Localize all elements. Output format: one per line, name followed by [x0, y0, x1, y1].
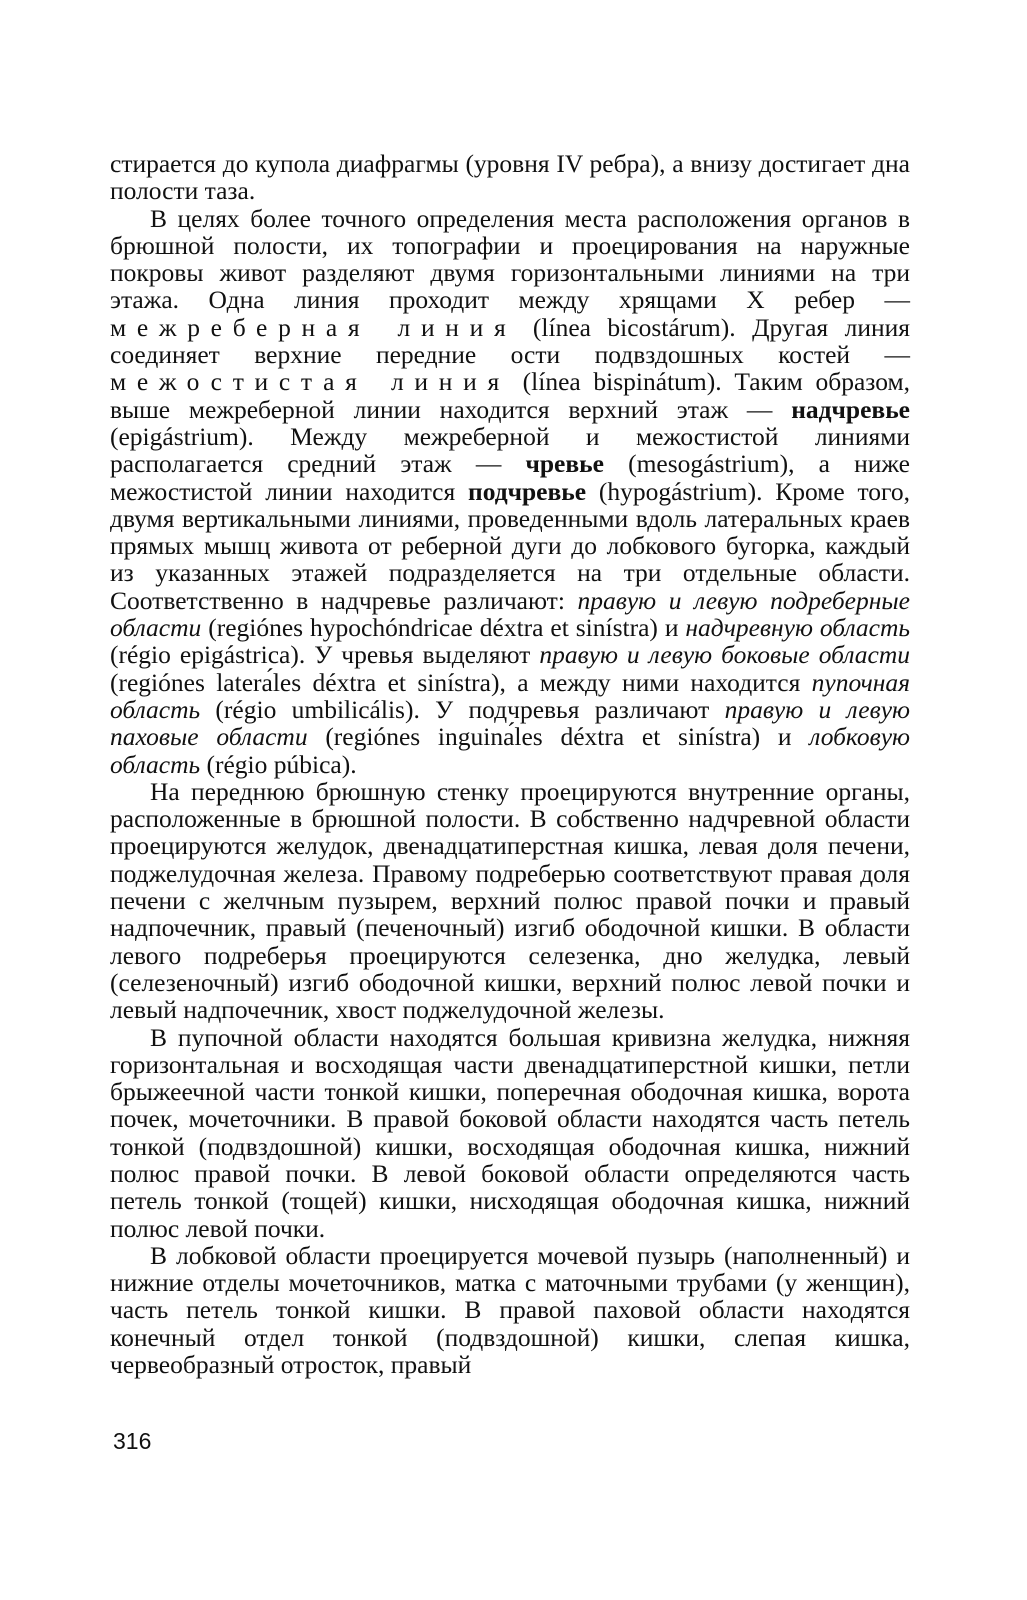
paragraph-umbilical-projection: В пупочной области находятся большая кривизна желудка, нижняя горизонтальная и восходящая части двенадцатиперстной кишки, петли брыжеечной части тонкой кишки, поперечная ободочная кишка, ворота почек, мочеточники. В правой боковой области находятся часть петель тонкой (подвздошной) кишки, восходящая ободочная кишка, нижний полюс правой почки. В левой боковой области определяются часть петель тонкой (тощей) кишки, нисходящая ободочная кишка, нижний полюс левой почки.: [110, 1022, 910, 1243]
term-umbilical-region: пупочная область: [110, 667, 910, 724]
paragraph-continuation: стирается до купола диафрагмы (уровня IV ребра), а внизу достигает дна полости таза.: [110, 149, 910, 206]
term-hypogastrium: подчревье: [468, 476, 587, 506]
text-run: (hypogástrium). Кроме того, двумя вертикальными линиями, проведенными вдоль латеральных краев прямых мышц живота от реберной дуги до лобкового бугорка, каждый из указанных этажей подразделяется на три отдельные области. Соответственно в надчревье различают:: [110, 476, 910, 615]
text-run: (mesogástrium), а ниже межостистой линии находится: [110, 449, 910, 506]
term-hypochondriac-regions: правую и левую подреберные области: [110, 585, 910, 643]
term-epigastrium: надчревье: [791, 394, 910, 424]
text-run: (régio epigástrica). У чревья выделяют: [110, 640, 540, 670]
text-run: (regiónes inguinа́les déxtra et sinístra) и: [307, 722, 810, 752]
text-run: (régio umbilicális). У подчревья различают: [200, 694, 725, 724]
text-run: (epigástrium). Между межреберной и межостистой линиями располагается средний этаж —: [110, 421, 910, 479]
term-interspinous-line: межостистая линия: [110, 367, 510, 397]
paragraph-pubic-projection: В лобковой области проецируется мочевой пузырь (наполненный) и нижние отделы мочеточников, матка с маточными трубами (у женщин), часть петель тонкой кишки. В правой паховой области находятся конечный отдел тонкой (подвздошной) кишки, слепая кишка, червеобразный отросток, правый: [110, 1240, 910, 1380]
text-run: (línea bispinátum). Таким образом, выше межреберной линии находится верхний этаж —: [110, 367, 910, 424]
text-run: (régio púbica).: [200, 749, 357, 779]
paragraph-abdomen-regions: [110, 205, 910, 778]
paragraph-epigastric-projection: На переднюю брюшную стенку проецируются внутренние органы, расположенные в брюшной полости. В собственно надчревной области проецируются желудок, двенадцатиперстная кишка, левая доля печени, поджелудочная железа. Правому подреберью соответствуют правая доля печени с желчным пузырем, верхний полюс правой почки и правый надпочечник, правый (печеночный) изгиб ободочной кишки. В области левого подреберья проецируются селезенка, дно желудка, левый (селезеночный) изгиб ободочной кишки, верхний полюс левой почки и левый надпочечник, хвост поджелудочной железы.: [110, 776, 910, 1025]
term-intercostal-line: межреберная линия: [110, 312, 517, 342]
term-mesogastrium: чревье: [525, 449, 604, 479]
text-run: (línea bicostárum). Другая линия соединяет верхние передние ости подвздошных костей —: [110, 312, 910, 370]
term-inguinal-regions: правую и левую паховые области: [110, 694, 910, 752]
term-lateral-regions: правую и левую боковые области: [539, 640, 910, 670]
page-body: [110, 150, 910, 1378]
text-run: (regiónes hypochóndricae déxtra et sinístra) и: [201, 613, 686, 643]
term-pubic-region: лобковую область: [110, 722, 911, 779]
term-epigastric-region: надчревную область: [685, 613, 910, 643]
text-run: (regiónes laterа́les déxtra et sinístra), а между ними находится: [110, 667, 812, 697]
page-number: 316: [113, 1428, 152, 1454]
text-run: В целях более точного определения места расположения органов в брюшной полости, их топографии и проецирования на наружные покровы живот разделяют двумя горизонтальными линиями на три этажа. Одна линия проходит между хрящами X ребер —: [110, 203, 910, 315]
